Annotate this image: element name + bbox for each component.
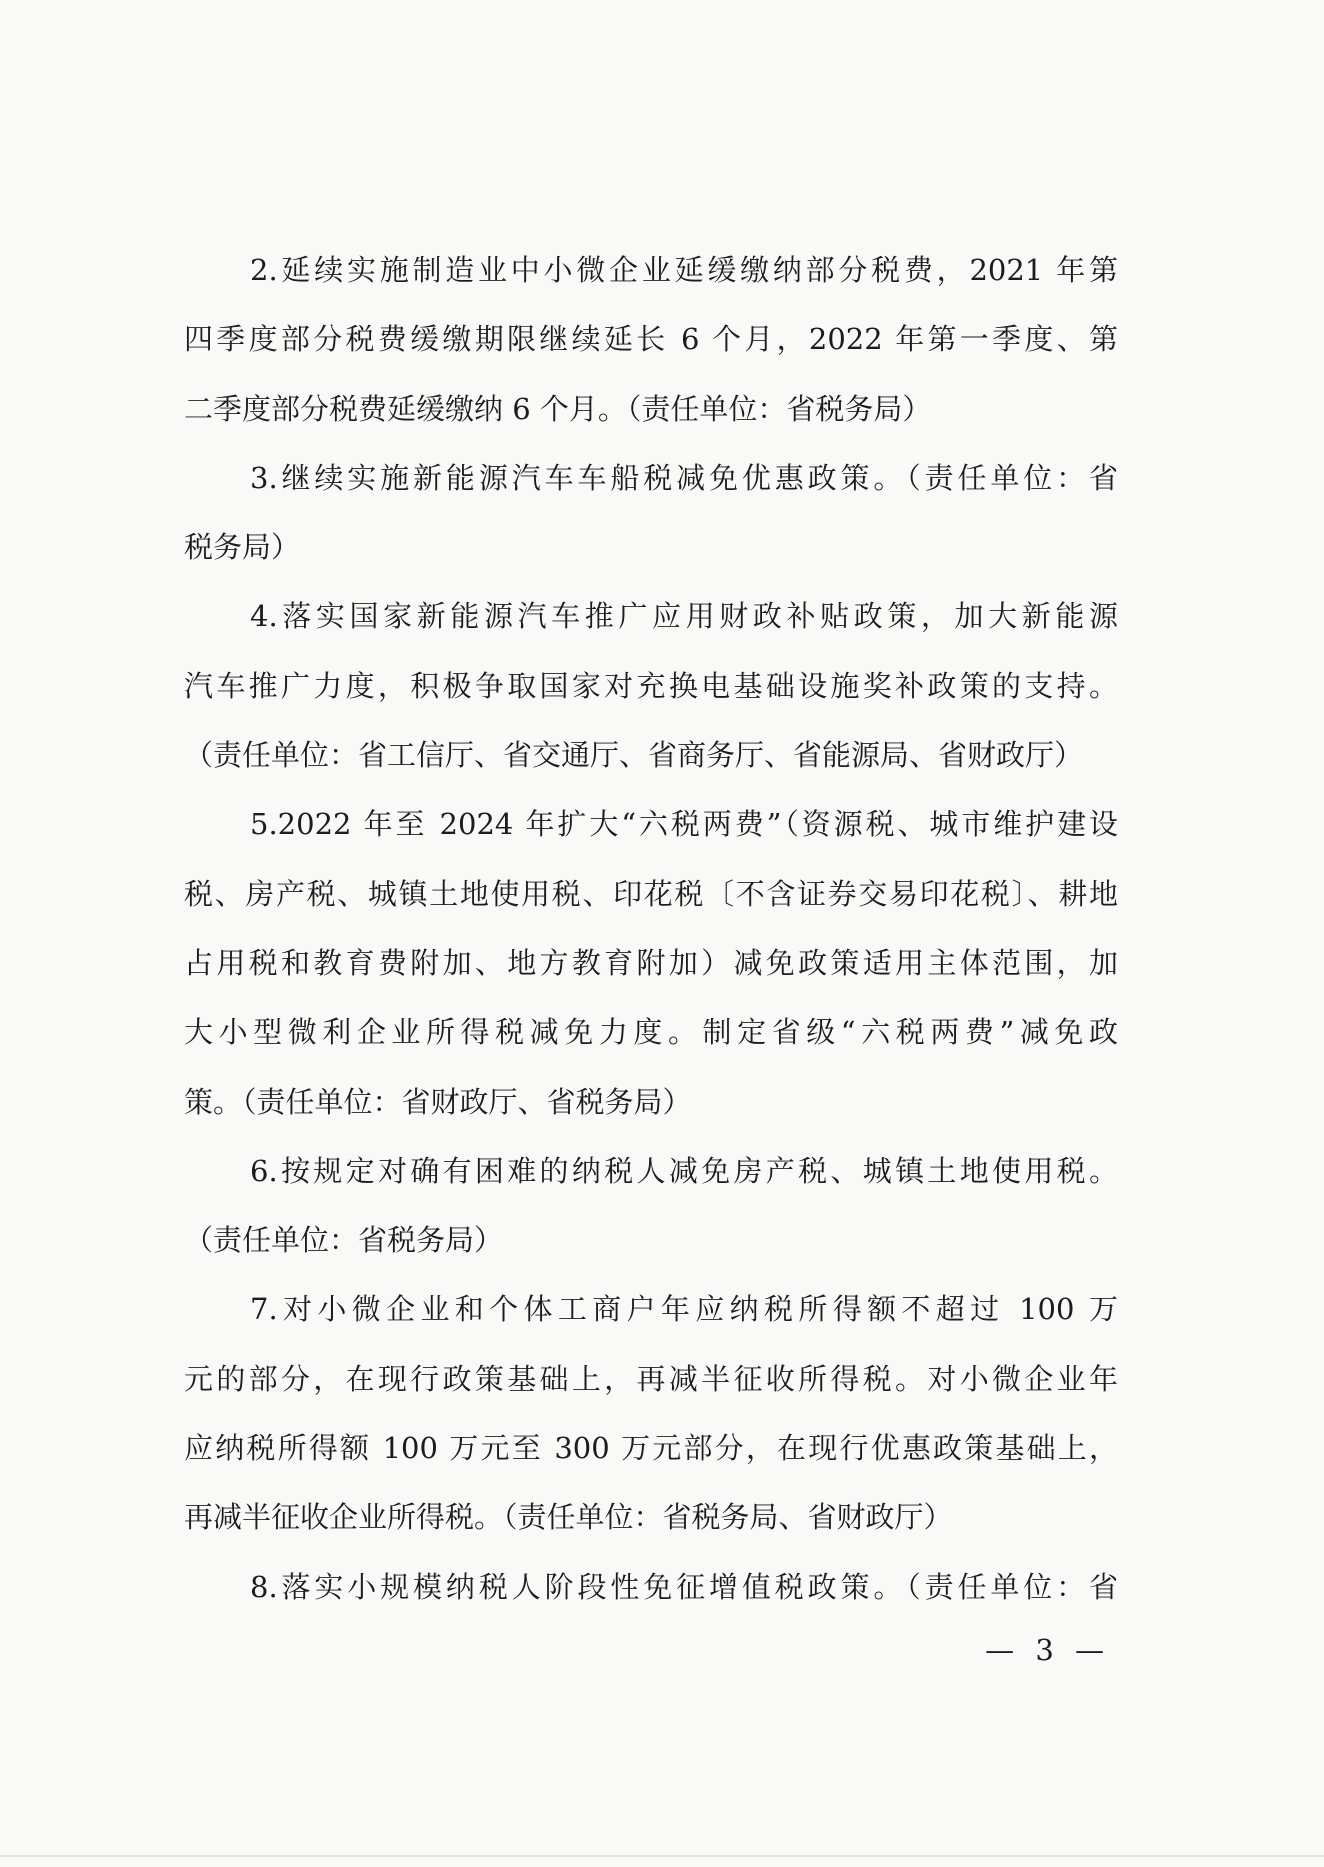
paragraph-item-7 xyxy=(184,1275,1118,1552)
text-line: （责任单位：省工信厅、省交通厅、省商务厅、省能源局、省财政厅） xyxy=(184,738,1084,773)
text-line: 二季度部分税费延缓缴纳 6 个月。（责任单位：省税务局） xyxy=(184,391,932,426)
text-line: 2.延续实施制造业中小微企业延缓缴纳部分税费，2021 年第 xyxy=(250,253,1118,287)
scan-edge-divider xyxy=(0,1855,1324,1857)
paragraph-item-5 xyxy=(184,790,1118,1136)
text-line: 税务局） xyxy=(184,530,301,565)
text-line: 占用税和教育费附加、地方教育附加）减免政策适用主体范围，加 xyxy=(184,945,1118,980)
text-line: 大小型微利企业所得税减免力度。制定省级“六税两费”减免政 xyxy=(184,1015,1118,1050)
text-line: 5.2022 年至 2024 年扩大“六税两费”（资源税、城市维护建设 xyxy=(250,807,1118,842)
text-line: 7.对小微企业和个体工商户年应纳税所得额不超过 100 万 xyxy=(250,1292,1118,1327)
text-line: （责任单位：省税务局） xyxy=(184,1223,504,1258)
text-line: 8.落实小规模纳税人阶段性免征增值税政策。（责任单位：省 xyxy=(250,1569,1118,1604)
text-line: 6.按规定对确有困难的纳税人减免房产税、城镇土地使用税。 xyxy=(250,1153,1118,1188)
text-line: 四季度部分税费缓缴期限继续延长 6 个月，2022 年第一季度、第 xyxy=(184,322,1118,357)
text-line: 再减半征收企业所得税。（责任单位：省税务局、省财政厅） xyxy=(184,1500,953,1535)
paragraph-item-2 xyxy=(184,236,1118,444)
page-number: — 3 — xyxy=(985,1633,1110,1667)
document-body xyxy=(184,236,1118,1622)
text-line: 策。（责任单位：省财政厅、省税务局） xyxy=(184,1084,692,1119)
paragraph-item-6 xyxy=(184,1137,1118,1276)
paragraph-item-8 xyxy=(184,1553,1118,1622)
text-line: 税、房产税、城镇土地使用税、印花税〔不含证券交易印花税〕、耕地 xyxy=(184,876,1118,911)
text-line: 4.落实国家新能源汽车推广应用财政补贴政策，加大新能源 xyxy=(250,599,1118,634)
text-line: 应纳税所得额 100 万元至 300 万元部分，在现行优惠政策基础上， xyxy=(184,1431,1118,1466)
text-line: 3.继续实施新能源汽车车船税减免优惠政策。（责任单位：省 xyxy=(250,460,1118,495)
text-line: 元的部分，在现行政策基础上，再减半征收所得税。对小微企业年 xyxy=(184,1361,1118,1396)
paragraph-item-4 xyxy=(184,582,1118,790)
text-line: 汽车推广力度，积极争取国家对充换电基础设施奖补政策的支持。 xyxy=(184,668,1118,703)
paragraph-item-3 xyxy=(184,444,1118,583)
